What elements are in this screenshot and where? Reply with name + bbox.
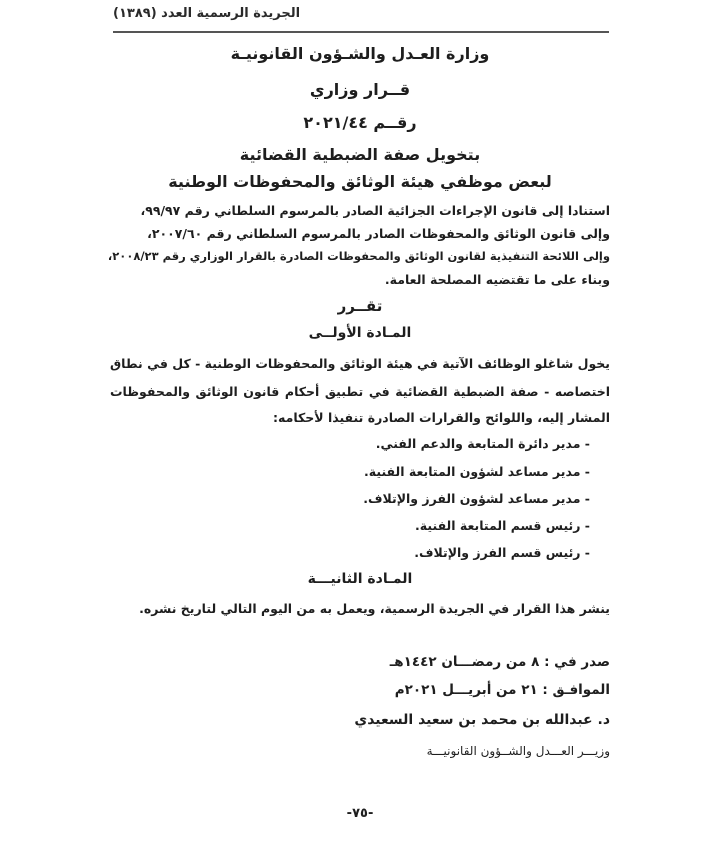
preamble-line: وبناء على ما تقتضيه المصلحة العامة. [384,272,610,287]
preamble-line: وإلى اللائحة التنفيذية لقانون الوثائق والمحفوظات الصادرة بالقرار الوزاري رقم ٢٠٠٨/٢٣، [107,249,610,263]
article1-line: المشار إليه، واللوائح والقرارات الصادرة تنفيذا لأحكامه: [273,410,610,425]
decision-number: رقــم ٢٠٢١/٤٤ [303,113,417,132]
decides-heading: تقــرر [337,297,383,315]
article1-line: يخول شاغلو الوظائف الآتية في هيئة الوثائق والمحفوظات الوطنية - كل في نطاق [110,356,610,371]
preamble-line: استنادا إلى قانون الإجراءات الجزائية الصادر بالمرسوم السلطاني رقم ٩٩/٩٧، [140,203,610,218]
list-item: - مدير دائرة المتابعة والدعم الفني. [375,436,590,451]
list-item: - رئيس قسم المتابعة الفنية. [415,518,590,533]
list-item: - مدير مساعد لشؤون المتابعة الفنية. [364,464,590,479]
page-number: -٧٥- [346,806,374,821]
decision-subject-line2: لبعض موظفي هيئة الوثائق والمحفوظات الوطنية [168,172,552,191]
header-rule [113,31,609,33]
signatory-name: د. عبدالله بن محمد بن سعيد السعيدي [354,712,610,728]
article2-title: المـادة الثانيـــة [307,571,413,587]
ministry-name: وزارة العـدل والشـؤون القانونيـة [230,44,490,63]
preamble-line: وإلى قانون الوثائق والمحفوظات الصادر بالمرسوم السلطاني رقم ٢٠٠٧/٦٠، [147,226,610,241]
article2-text: ينشر هذا القرار في الجريدة الرسمية، ويعمل به من اليوم التالي لتاريخ نشره. [139,601,610,616]
article1-line: اختصاصه - صفة الضبطية القضائية في تطبيق أحكام قانون الوثائق والمحفوظات [110,384,610,399]
issued-date: صدر في : ٨ من رمضـــان ١٤٤٢هـ [389,654,610,670]
article1-title: المـادة الأولــى [308,325,412,341]
list-item: - رئيس قسم الفرز والإتلاف. [414,545,590,560]
signatory-title: وزيـــر العـــدل والشــؤون القانونيـــة [426,744,610,758]
list-item: - مدير مساعد لشؤون الفرز والإتلاف. [363,491,590,506]
decision-subject-line1: بتخويل صفة الضبطية القضائية [239,145,481,164]
corresponding-date: الموافـق : ٢١ من أبريـــل ٢٠٢١م [394,682,610,698]
gazette-header: الجريدة الرسمية العدد (١٣٨٩) [113,6,301,21]
decision-type: قــرار وزاري [309,80,411,99]
